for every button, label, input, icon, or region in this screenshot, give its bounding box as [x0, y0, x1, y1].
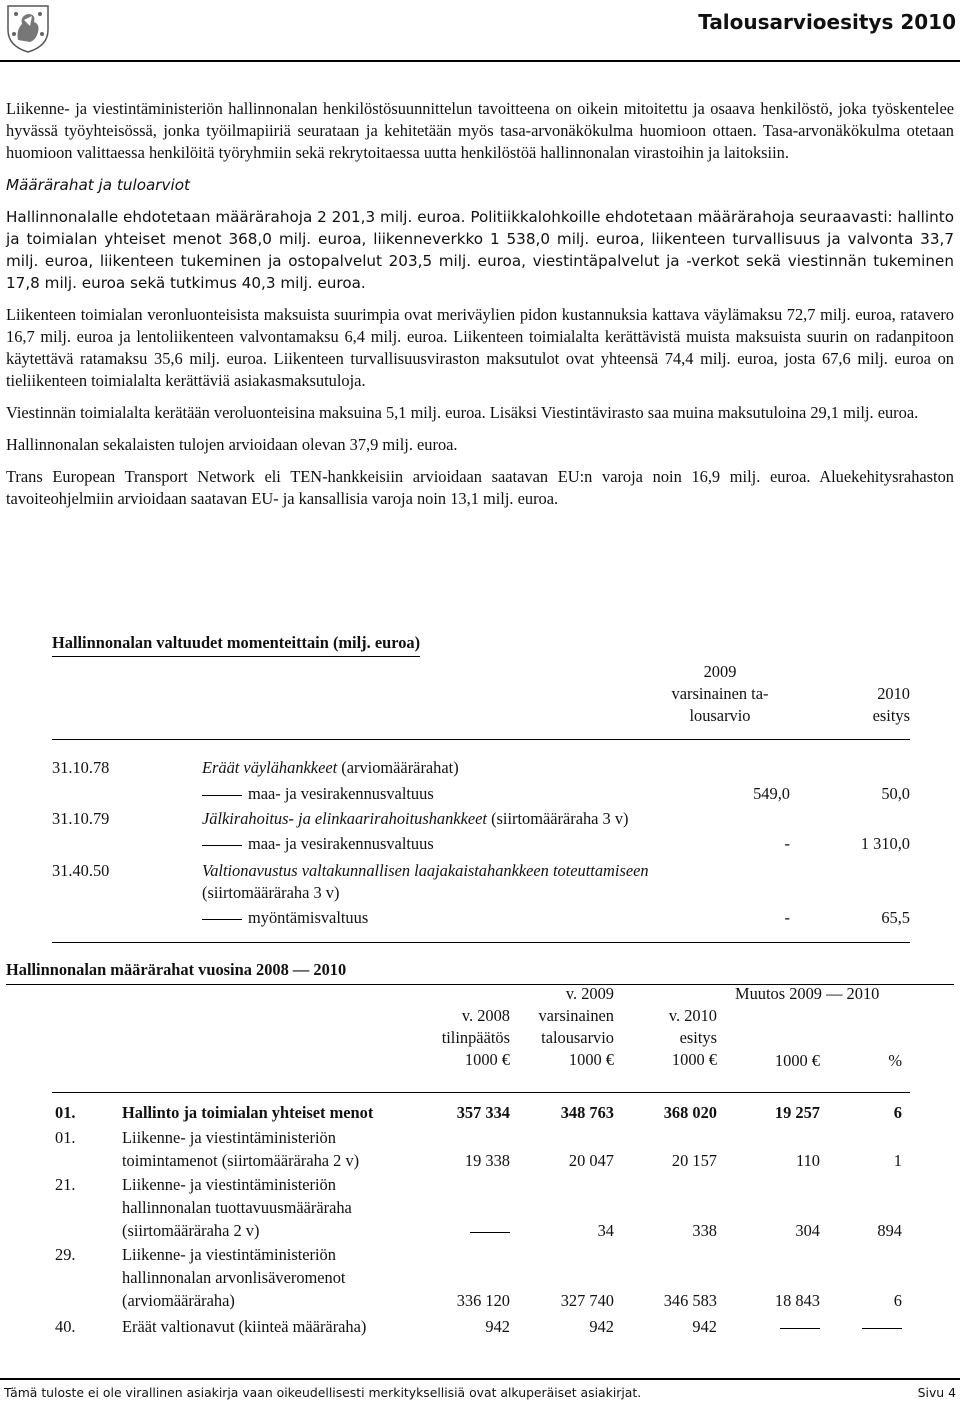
row-name: Hallinto ja toimialan yhteiset menot — [122, 1103, 374, 1122]
table-divider — [52, 1092, 910, 1093]
cell-2009: 34 — [597, 1221, 614, 1240]
cell-2008 — [470, 1219, 510, 1242]
cell-2008: 357 334 — [456, 1103, 510, 1122]
page-header — [0, 0, 960, 62]
authorizations-table: Hallinnonalan valtuudet momenteittain (milj. euroa) 2009 varsinainen ta- lousarvio 2010 esitys 31.10.78 Eräät väylähankkeet (arviomäärärahat) maa- ja vesirakennusvaltuus 549,0 50,0 31.10.79 Jälkirahoitus- ja elinkaarirahoitushankkeet (siirtomääräraha 3 v) maa- ja vesirakennusvaltuus - 1 310,0 31.40.50 Valtionavustus valtakunnallisen laajakaistahankkeen toteuttamiseen (siirtomääräraha 3 v) myöntämisvaltuus - 65,5 — [52, 633, 910, 657]
paragraph-traffic-fees: Liikenteen toimialan veronluonteisista maksuista suurimpia ovat meriväylien pidon kustannuksia kattava väylämaksu 72,7 milj. euroa, ratavero 16,7 milj. euroa ja lentoliikenteen valvontamaksu 6,4 milj. euroa. Liikenteen toimialalta kerättävistä muista maksuista suurin on radanpitoon käytettävä ratamaksu 35,6 milj. euroa. Liikenteen turvallisuusviraston maksutulot ovat yhteensä 74,4 milj. euroa, josta 67,6 milj. euroa on tieliikenteen toimialalta kerättäviä asiakasmaksutuloja. — [6, 305, 954, 390]
footer-disclaimer: Tämä tuloste ei ole virallinen asiakirja vaan oikeudellisesti merkityksellisiä ovat alkuperäiset asiakirjat. — [4, 1385, 642, 1400]
cell-2010: 20 157 — [671, 1151, 717, 1170]
cell-2010: 346 583 — [663, 1291, 717, 1310]
cell-pct: 894 — [877, 1221, 902, 1240]
col-2009-header: 2009 varsinainen ta- lousarvio — [671, 662, 769, 725]
cell-2009: 327 740 — [560, 1291, 614, 1310]
authorizations-table-title: Hallinnonalan valtuudet momenteittain (milj. euroa) — [52, 633, 420, 657]
row-name: Liikenne- ja viestintäministeriön toimintamenot (siirtomääräraha 2 v) — [122, 1128, 360, 1170]
table-divider — [52, 942, 910, 943]
col-change-pct-header: % — [888, 1051, 902, 1070]
col-change-eur-header: 1000 € — [774, 1051, 820, 1070]
cell-2010: 942 — [692, 1317, 717, 1336]
cell-pct: 6 — [893, 1103, 902, 1122]
row-code: 01. — [55, 1128, 76, 1147]
cell-2009: 348 763 — [560, 1103, 614, 1122]
cell-2009: 20 047 — [568, 1151, 614, 1170]
cell-2009: 942 — [589, 1317, 614, 1336]
col-2009-header: v. 2009 varsinainen talousarvio 1000 € — [538, 984, 614, 1069]
finnish-lion-coat-of-arms-icon — [4, 2, 52, 54]
appropriations-table-title: Hallinnonalan määrärahat vuosina 2008 — 2010 — [6, 960, 347, 979]
cell-2008: 336 120 — [456, 1291, 510, 1310]
cell-diff: 18 843 — [774, 1291, 820, 1310]
main-content — [6, 98, 954, 520]
col-2008-header: v. 2008 tilinpäätös 1000 € — [441, 1006, 510, 1069]
paragraph-personnel: Liikenne- ja viestintäministeriön hallinnonalan henkilöstösuunnittelun tavoitteena on oikein mitoitettu ja osaava henkilöstö, joka työskentelee hyvässä työyhteisössä, jonka työilmapiiriä seurataan ja kehitetään myös tasa-arvonäkökulma huomioon ottaen. Tasa-arvonäkökulma otetaan huomioon valittaessa henkilöitä työryhmiin sekä rekrytoitaessa uutta henkilöstöä hallinnonalan virastoihin ja laitoksiin. — [6, 99, 954, 162]
row-name: Liikenne- ja viestintäministeriön hallinnonalan arvonlisäveromenot (arviomääräraha) — [122, 1245, 346, 1310]
col-2010-header: 2010 esitys — [872, 684, 910, 725]
cell-pct — [862, 1315, 902, 1338]
row-code: 40. — [55, 1317, 76, 1336]
document-title: Talousarvioesitys 2010 — [698, 10, 956, 34]
row-code: 29. — [55, 1245, 76, 1264]
row-name: Liikenne- ja viestintäministeriön hallinnonalan tuottavuusmääräraha (siirtomääräraha 2 v) — [122, 1175, 352, 1240]
cell-diff: 304 — [795, 1221, 820, 1240]
authorizations-table-header — [52, 661, 910, 731]
row-name: Eräät valtionavut (kiinteä määräraha) — [122, 1317, 367, 1336]
page-number: Sivu 4 — [917, 1385, 956, 1400]
paragraph-misc-revenue: Hallinnonalan sekalaisten tulojen arvioidaan olevan 37,9 milj. euroa. — [6, 435, 458, 454]
footer-divider — [0, 1378, 960, 1380]
paragraph-appropriations: Hallinnonalalle ehdotetaan määrärahoja 2 201,3 milj. euroa. Politiikkalohkoille ehdotetaan määrärahoja seuraavasti: hallinto ja toimialan yhteiset menot 368,0 milj. euroa, liikenneverkko 1 538,0 milj. euroa, liikenteen turvallisuus ja valvonta 33,7 milj. euroa, liikenteen tukeminen ja ostopalvelut 203,5 milj. euroa, viestintäpalvelut ja -verkot sekä viestinnän tukeminen 17,8 milj. euroa sekä tutkimus 40,3 milj. euroa. — [6, 208, 954, 292]
row-code: 01. — [55, 1103, 76, 1122]
cell-pct: 6 — [893, 1291, 902, 1310]
cell-2008: 19 338 — [464, 1151, 510, 1170]
cell-pct: 1 — [893, 1151, 902, 1170]
paragraph-eu-funds: Trans European Transport Network eli TEN-hankkeisiin arvioidaan saatavan EU:n varoja noin 16,9 milj. euroa. Aluekehitysrahaston tavoiteohjelmiin arvioidaan saatavan EU- ja kansallisia varoja noin 13,1 milj. euroa. — [6, 467, 954, 508]
cell-2010: 368 020 — [663, 1103, 717, 1122]
cell-2008: 942 — [485, 1317, 510, 1336]
cell-2010: 338 — [692, 1221, 717, 1240]
col-2010-header: v. 2010 esitys 1000 € — [668, 1006, 717, 1069]
cell-diff: 110 — [796, 1151, 820, 1170]
header-divider — [0, 60, 960, 62]
cell-diff — [780, 1315, 820, 1338]
col-change-header: Muutos 2009 — 2010 — [735, 984, 880, 1003]
row-code: 21. — [55, 1175, 76, 1194]
paragraph-communication-fees: Viestinnän toimialalta kerätään veroluonteisina maksuina 5,1 milj. euroa. Lisäksi Viestintävirasto saa muina maksutuloina 29,1 milj. euroa. — [6, 403, 919, 422]
section-heading: Määrärahat ja tuloarviot — [6, 176, 190, 194]
cell-diff: 19 257 — [774, 1103, 820, 1122]
table-divider — [52, 739, 910, 740]
